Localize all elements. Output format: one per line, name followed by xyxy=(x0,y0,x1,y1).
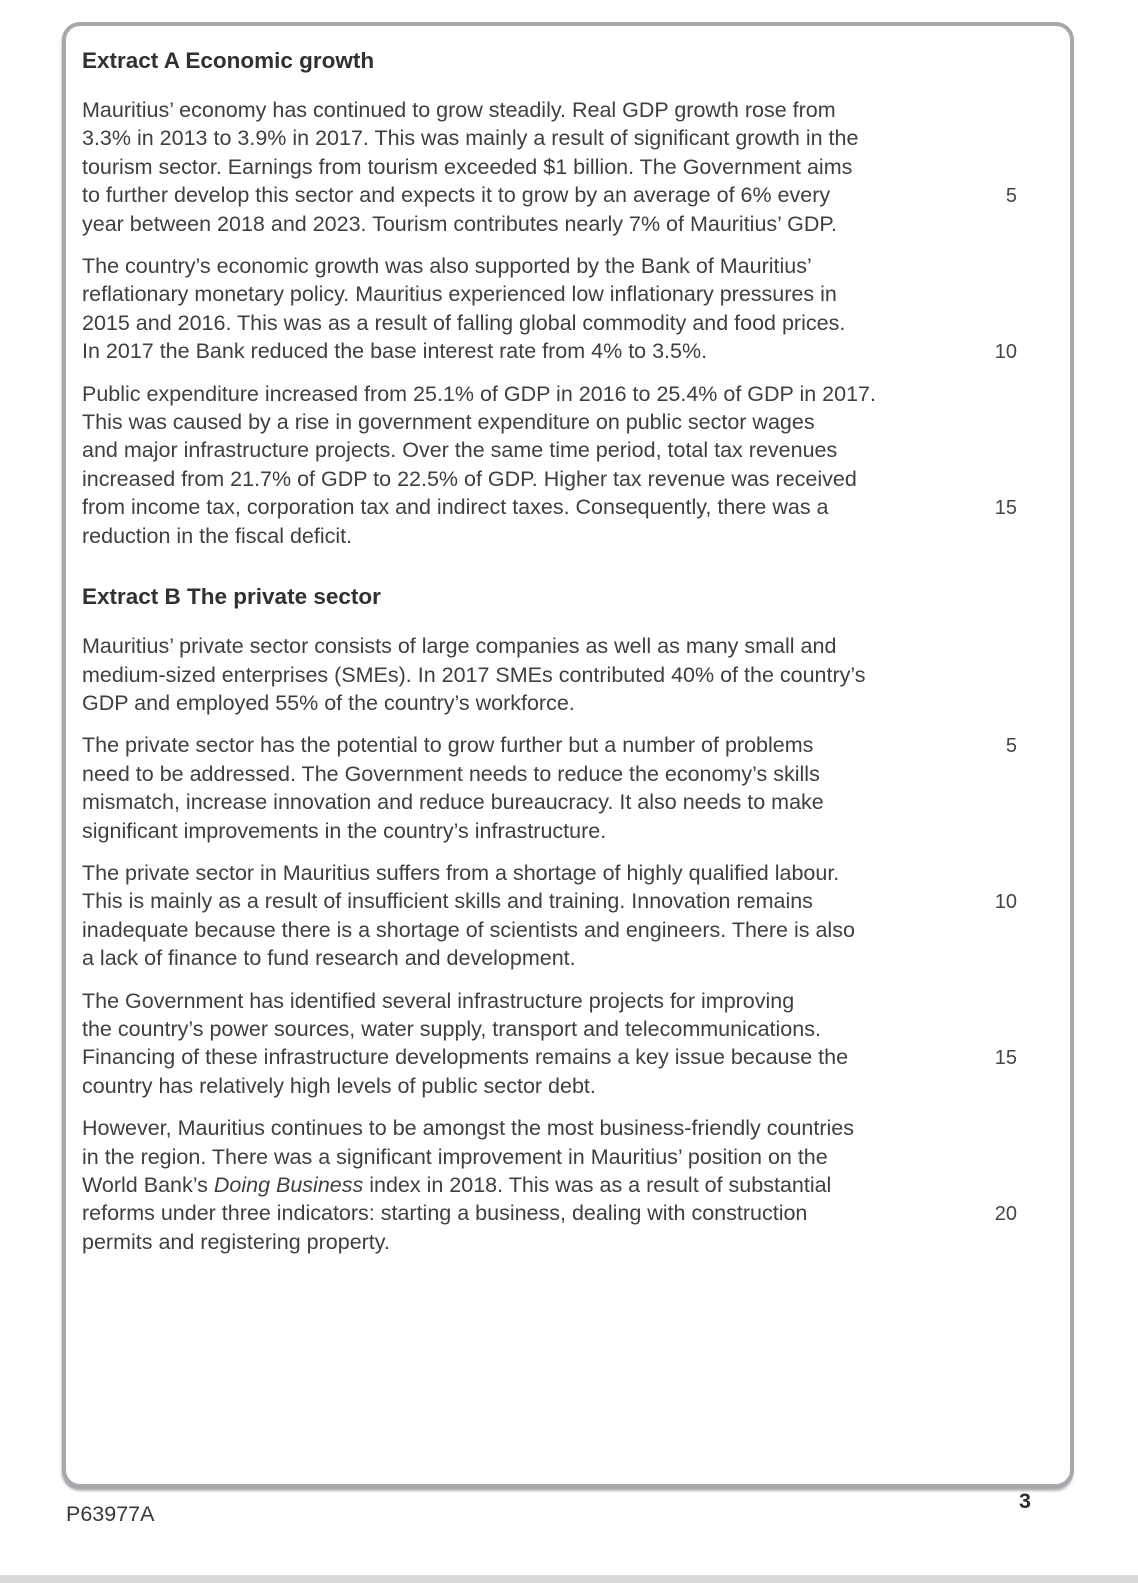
text-line-content: reforms under three indicators: starting a business, dealing with construction xyxy=(82,1201,808,1226)
text-line xyxy=(82,788,1050,816)
text-line xyxy=(82,1114,1050,1142)
text-line-content: Financing of these infrastructure developments remains a key issue because the xyxy=(82,1045,849,1070)
text-line xyxy=(82,1171,1050,1199)
text-line-content: year between 2018 and 2023. Tourism contributes nearly 7% of Mauritius’ GDP. xyxy=(82,211,837,236)
text-line-content: in the region. There was a significant improvement in Mauritius’ position on the xyxy=(82,1144,828,1169)
text-line xyxy=(82,1143,1050,1171)
text-line xyxy=(82,181,1050,209)
text-line-content: The Government has identified several infrastructure projects for improving xyxy=(82,988,795,1013)
text-line-content: to further develop this sector and expects it to grow by an average of 6% every xyxy=(82,183,831,208)
text-line-content: mismatch, increase innovation and reduce bureaucracy. It also needs to make xyxy=(82,790,824,815)
margin-line-number: 10 xyxy=(994,891,1017,914)
text-line-content: reduction in the fiscal deficit. xyxy=(82,523,353,548)
text-line xyxy=(82,987,1050,1015)
text-line xyxy=(82,887,1050,915)
text-line-content: a lack of finance to fund research and development. xyxy=(82,946,576,971)
text-line xyxy=(82,731,1050,759)
margin-line-number: 5 xyxy=(1005,185,1017,208)
text-line xyxy=(82,380,1050,408)
paragraph xyxy=(82,731,1050,845)
paragraph xyxy=(82,380,1050,550)
text-line-content: The private sector in Mauritius suffers from a shortage of highly qualified labour. xyxy=(82,860,840,885)
extract-heading: Extract A Economic growth xyxy=(82,48,375,73)
text-line-content: inadequate because there is a shortage of scientists and engineers. There is also xyxy=(82,917,855,942)
paragraph xyxy=(82,96,1050,238)
text-line-content: the country’s power sources, water supply, transport and telecommunications. xyxy=(82,1016,821,1041)
text-line xyxy=(82,522,1050,550)
paragraph xyxy=(82,987,1050,1101)
text-line-content: GDP and employed 55% of the country’s workforce. xyxy=(82,690,575,715)
text-line xyxy=(82,1043,1050,1071)
text-line-content: Mauritius’ economy has continued to grow steadily. Real GDP growth rose from xyxy=(82,98,836,122)
margin-line-number: 20 xyxy=(994,1203,1017,1226)
text-line-content: This is mainly as a result of insufficient skills and training. Innovation remains xyxy=(82,889,813,914)
text-line-content: reflationary monetary policy. Mauritius experienced low inflationary pressures in xyxy=(82,282,837,307)
text-line xyxy=(82,337,1050,365)
text-line-content: and major infrastructure projects. Over the same time period, total tax revenues xyxy=(82,438,838,463)
text-line-content: In 2017 the Bank reduced the base interest rate from 4% to 3.5%. xyxy=(82,339,708,364)
text-line-content: need to be addressed. The Government needs to reduce the economy’s skills xyxy=(82,761,820,786)
text-line xyxy=(82,661,1050,689)
text-line xyxy=(82,124,1050,152)
margin-line-number: 5 xyxy=(1005,735,1017,758)
page-number: 3 xyxy=(1019,1489,1031,1513)
text-line xyxy=(82,436,1050,464)
text-line-content: from income tax, corporation tax and indirect taxes. Consequently, there was a xyxy=(82,495,829,520)
text-line-content: Public expenditure increased from 25.1% of GDP in 2016 to 25.4% of GDP in 2017. xyxy=(82,381,876,406)
text-line xyxy=(82,252,1050,280)
text-line xyxy=(82,465,1050,493)
text-line-content: 3.3% in 2013 to 3.9% in 2017. This was mainly a result of significant growth in the xyxy=(82,126,859,151)
extract-section-b xyxy=(82,583,1050,1256)
text-line xyxy=(82,153,1050,181)
paragraph xyxy=(82,1114,1050,1256)
extract-section-a xyxy=(82,47,1050,550)
text-line-content: This was caused by a rise in government expenditure on public sector wages xyxy=(82,410,815,435)
text-line xyxy=(82,309,1050,337)
text-line-content: 2015 and 2016. This was as a result of falling global commodity and food prices. xyxy=(82,310,846,335)
text-line-content: significant improvements in the country’s infrastructure. xyxy=(82,818,607,843)
paragraph xyxy=(82,632,1050,717)
text-line xyxy=(82,210,1050,238)
paragraph xyxy=(82,859,1050,973)
text-line xyxy=(82,1072,1050,1100)
extracts-container xyxy=(66,26,1070,1256)
text-line xyxy=(82,96,1050,124)
text-line xyxy=(82,280,1050,308)
margin-line-number: 15 xyxy=(994,497,1017,520)
text-line xyxy=(82,632,1050,660)
italic-text: Doing Business xyxy=(213,1173,364,1197)
text-line xyxy=(82,817,1050,845)
text-line xyxy=(82,493,1050,521)
text-line-content: country has relatively high levels of public sector debt. xyxy=(82,1073,596,1098)
paragraph xyxy=(82,252,1050,366)
text-line-content: However, Mauritius continues to be amongst the most business-friendly countries xyxy=(82,1116,854,1141)
extracts-border-box xyxy=(62,22,1074,1488)
text-line-content: permits and registering property. xyxy=(82,1229,390,1254)
margin-line-number: 10 xyxy=(994,341,1017,364)
page-bottom-edge xyxy=(0,1575,1138,1583)
extract-heading: Extract B The private sector xyxy=(82,584,381,610)
text-line-content: The private sector has the potential to grow further but a number of problems xyxy=(82,733,814,758)
text-line-content: medium-sized enterprises (SMEs). In 2017 SMEs contributed 40% of the country’s xyxy=(82,662,866,687)
text-line xyxy=(82,1228,1050,1256)
text-line xyxy=(82,760,1050,788)
text-line xyxy=(82,408,1050,436)
text-line-content: The country’s economic growth was also supported by the Bank of Mauritius’ xyxy=(82,254,812,279)
text-line xyxy=(82,859,1050,887)
text-line xyxy=(82,1015,1050,1043)
text-line xyxy=(82,689,1050,717)
text-line-content: World Bank’s Doing Business index in 2018. This was as a result of substantial xyxy=(82,1173,832,1197)
text-line xyxy=(82,916,1050,944)
paper-reference-code: P63977A xyxy=(66,1502,155,1526)
text-line xyxy=(82,1199,1050,1227)
text-line-content: Mauritius’ private sector consists of large companies as well as many small and xyxy=(82,634,837,659)
margin-line-number: 15 xyxy=(994,1047,1017,1070)
text-line-content: increased from 21.7% of GDP to 22.5% of GDP. Higher tax revenue was received xyxy=(82,466,857,491)
text-line xyxy=(82,944,1050,972)
text-line-content: tourism sector. Earnings from tourism exceeded $1 billion. The Government aims xyxy=(82,154,853,179)
